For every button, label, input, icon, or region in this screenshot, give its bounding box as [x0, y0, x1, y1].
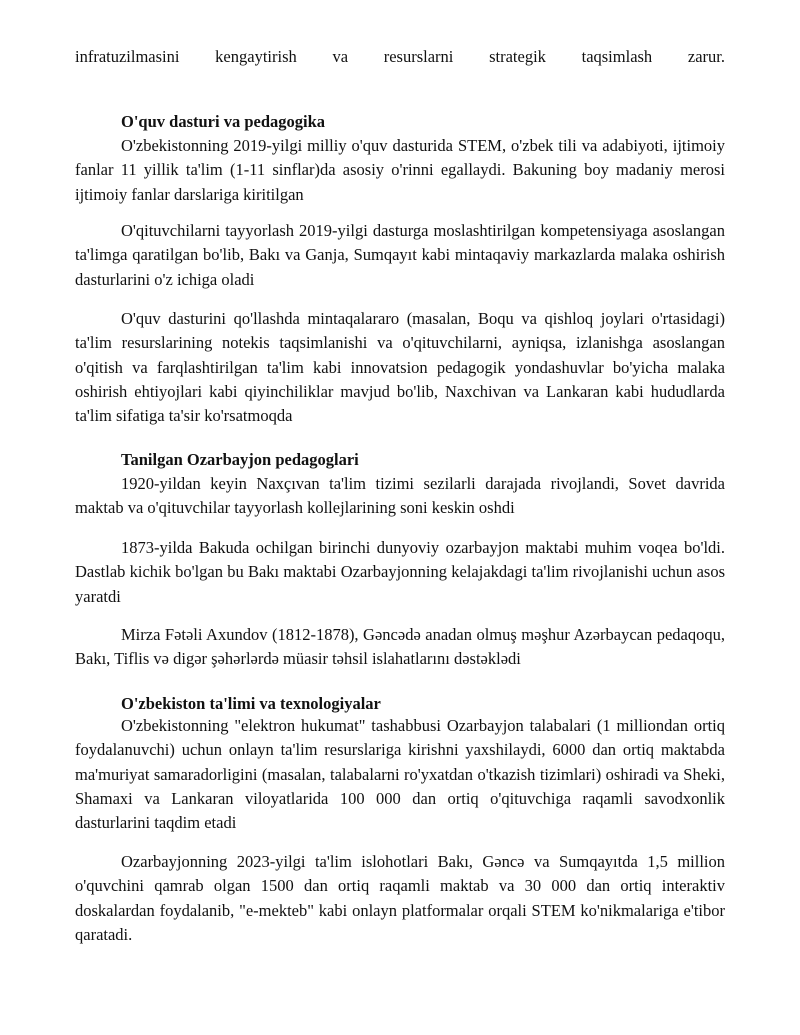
paragraph-pedagogues-1: 1920-yildan keyin Naxçıvan ta'lim tizimi sezilarli darajada rivojlandi, Sovet davrida maktab va o'qituvchilar tayyorlash kollejlarining soni keskin oshdi [75, 474, 725, 518]
paragraph-technology-1: O'zbekistonning "elektron hukumat" tashabbusi Ozarbayjon talabalari (1 milliondan ortiq foydalanuvchi) uchun onlayn ta'lim resurslariga kirishni yaxshilaydi, 6000 dan ortiq maktabda ma'muriyat samaradorligini (masalan, talabalarni ro'yxatdan o'tkazish tizimlari) oshiradi va Sheki, Shamaxi va Lankaran viloyatlarida 100 000 dan ortiq o'qituvchiga raqamli savodxonlik dasturlarini taqdim etadi [75, 716, 725, 833]
paragraph-curriculum-1: O'zbekistonning 2019-yilgi milliy o'quv dasturida STEM, o'zbek tili va adabiyoti, ijtimoiy fanlar 11 yillik ta'lim (1-11 sinflar)da asosiy o'rinni egallaydi. Bakuning boy madaniy merosi ijtimoiy fanlar darslariga kiritilgan [75, 136, 725, 204]
section-heading-pedagogues: Tanilgan Ozarbayjon pedagoglari [121, 450, 359, 469]
paragraph-pedagogues-3: Mirza Fətəli Axundov (1812-1878), Gəncədə anadan olmuş məşhur Azərbaycan pedaqoqu, Bakı, Tiflis və digər şəhərlərdə müasir təhsil islahatlarını dəstəklədi [75, 625, 725, 669]
paragraph-curriculum-2: O'qituvchilarni tayyorlash 2019-yilgi dasturga moslashtirilgan kompetensiyaga asoslangan ta'limga qaratilgan bo'lib, Bakı va Ganja, Sumqayıt kabi mintaqaviy markazlarda malaka oshirish dasturlarini o'z ichiga oladi [75, 221, 725, 289]
section-heading-technology: O'zbekiston ta'limi va texnologiyalar [121, 694, 381, 713]
paragraph-pedagogues-2: 1873-yilda Bakuda ochilgan birinchi dunyoviy ozarbayjon maktabi muhim voqea bo'ldi. Dastlab kichik bo'lgan bu Bakı maktabi Ozarbayjonning kelajakdagi ta'lim rivojlanishi uchun asos yaratdi [75, 538, 725, 606]
continuation-line: infratuzilmasini kengaytirish va resurslarni strategik taqsimlash zarur. [75, 47, 725, 66]
paragraph-curriculum-3: O'quv dasturini qo'llashda mintaqalararo (masalan, Boqu va qishloq joylari o'rtasidagi) ta'lim resurslarining notekis taqsimlanishi va o'qituvchilarni, ayniqsa, izlanishga asoslangan o'qitish va farqlashtirilgan ta'lim kabi innovatsion pedagogik yondashuvlar bo'yicha malaka oshirish ehtiyojlari kabi qiyinchiliklar mavjud bo'lib, Naxchivan va Lankaran kabi hududlarda ta'lim sifatiga ta'sir ko'rsatmoqda [75, 309, 725, 426]
section-heading-curriculum: O'quv dasturi va pedagogika [121, 112, 326, 131]
paragraph-technology-2: Ozarbayjonning 2023-yilgi ta'lim islohotlari Bakı, Gəncə va Sumqayıtda 1,5 million o'quvchini qamrab olgan 1500 dan ortiq raqamli maktab va 30 000 dan ortiq interaktiv doskalardan foydalanib, "e-mekteb" kabi onlayn platformalar orqali STEM ko'nikmalariga e'tibor qaratadi. [75, 852, 725, 944]
